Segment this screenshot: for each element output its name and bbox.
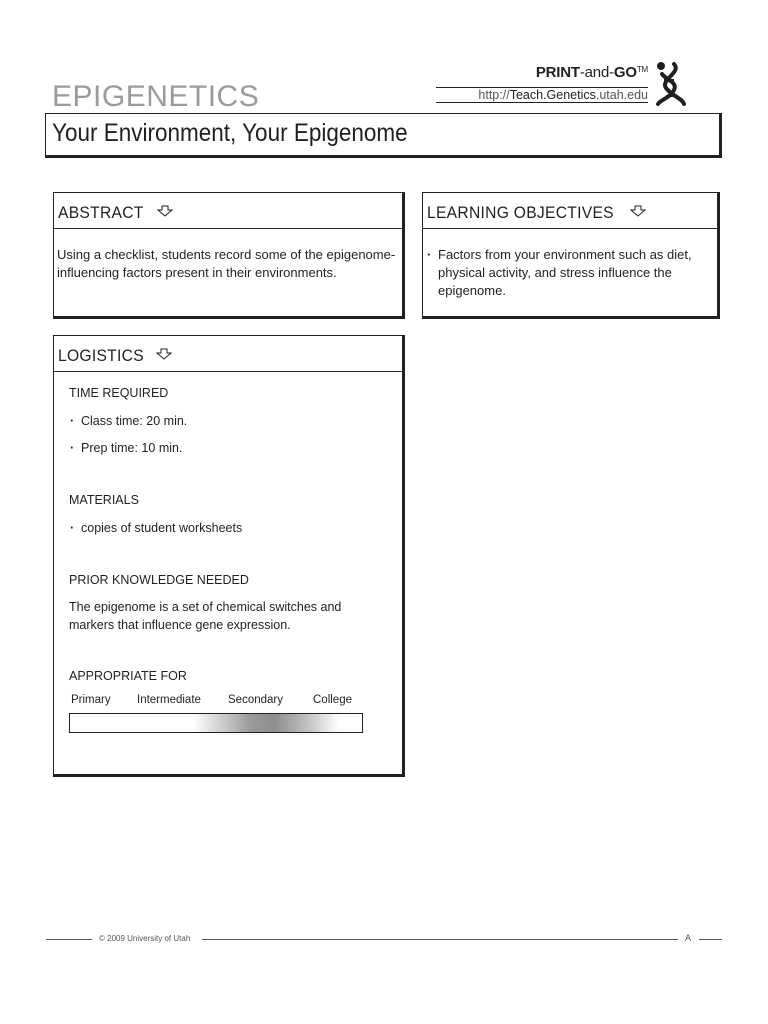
down-arrow-icon bbox=[155, 348, 173, 360]
level-college: College bbox=[313, 694, 352, 706]
topic-heading: EPIGENETICS bbox=[52, 80, 260, 113]
level-primary: Primary bbox=[71, 694, 111, 706]
time-item: · Class time: 20 min. bbox=[69, 412, 398, 430]
url-prefix: http:// bbox=[478, 88, 510, 102]
footer-rule-left bbox=[46, 939, 92, 940]
prior-knowledge-text: The epigenome is a set of chemical switches and markers that influence gene expression. bbox=[69, 600, 342, 632]
abstract-box bbox=[53, 192, 405, 319]
site-url[interactable] bbox=[436, 87, 648, 103]
level-secondary: Secondary bbox=[228, 694, 283, 706]
logistics-box bbox=[53, 335, 405, 777]
down-arrow-icon bbox=[629, 205, 647, 217]
time-required-label: TIME REQUIRED bbox=[69, 386, 169, 400]
abstract-heading: ABSTRACT bbox=[58, 203, 144, 222]
print-and-go-brand bbox=[436, 64, 648, 81]
time-item: · Prep time: 10 min. bbox=[69, 439, 398, 457]
footer-rule-middle bbox=[202, 939, 678, 940]
url-suffix: .utah.edu bbox=[595, 88, 648, 102]
level-scale-labels bbox=[69, 691, 398, 707]
objectives-heading: LEARNING OBJECTIVES bbox=[427, 203, 614, 222]
appropriate-for-label: APPROPRIATE FOR bbox=[69, 669, 187, 683]
logistics-header bbox=[54, 336, 402, 372]
objectives-list bbox=[423, 229, 717, 300]
grade-level-bar bbox=[69, 713, 363, 733]
copyright: © 2009 University of Utah bbox=[99, 934, 191, 943]
logistics-heading: LOGISTICS bbox=[58, 346, 144, 365]
brand-go: GO bbox=[613, 64, 637, 81]
dna-person-icon bbox=[652, 60, 688, 108]
page-number: A bbox=[685, 933, 692, 943]
prior-knowledge-label: PRIOR KNOWLEDGE NEEDED bbox=[69, 573, 249, 587]
logistics-body bbox=[54, 372, 402, 733]
objectives-header bbox=[423, 193, 717, 229]
footer-rule-right bbox=[699, 939, 722, 940]
page-title: Your Environment, Your Epigenome bbox=[52, 119, 408, 147]
abstract-text: Using a checklist, students record some of the epigenome-influencing factors present in their environments. bbox=[57, 247, 396, 280]
objectives-box bbox=[422, 192, 720, 319]
title-box bbox=[45, 113, 722, 158]
objective-item: · Factors from your environment such as diet, physical activity, and stress influence the epigenome. bbox=[426, 246, 713, 300]
url-site: Teach.Genetics bbox=[509, 88, 596, 102]
materials-label: MATERIALS bbox=[69, 493, 139, 507]
brand-and: -and- bbox=[579, 64, 614, 81]
brand-tm: TM bbox=[636, 65, 648, 74]
down-arrow-icon bbox=[156, 205, 174, 217]
materials-item: · copies of student worksheets bbox=[69, 519, 398, 537]
abstract-header bbox=[54, 193, 402, 229]
level-intermediate: Intermediate bbox=[137, 694, 201, 706]
brand-print: PRINT bbox=[535, 64, 580, 81]
